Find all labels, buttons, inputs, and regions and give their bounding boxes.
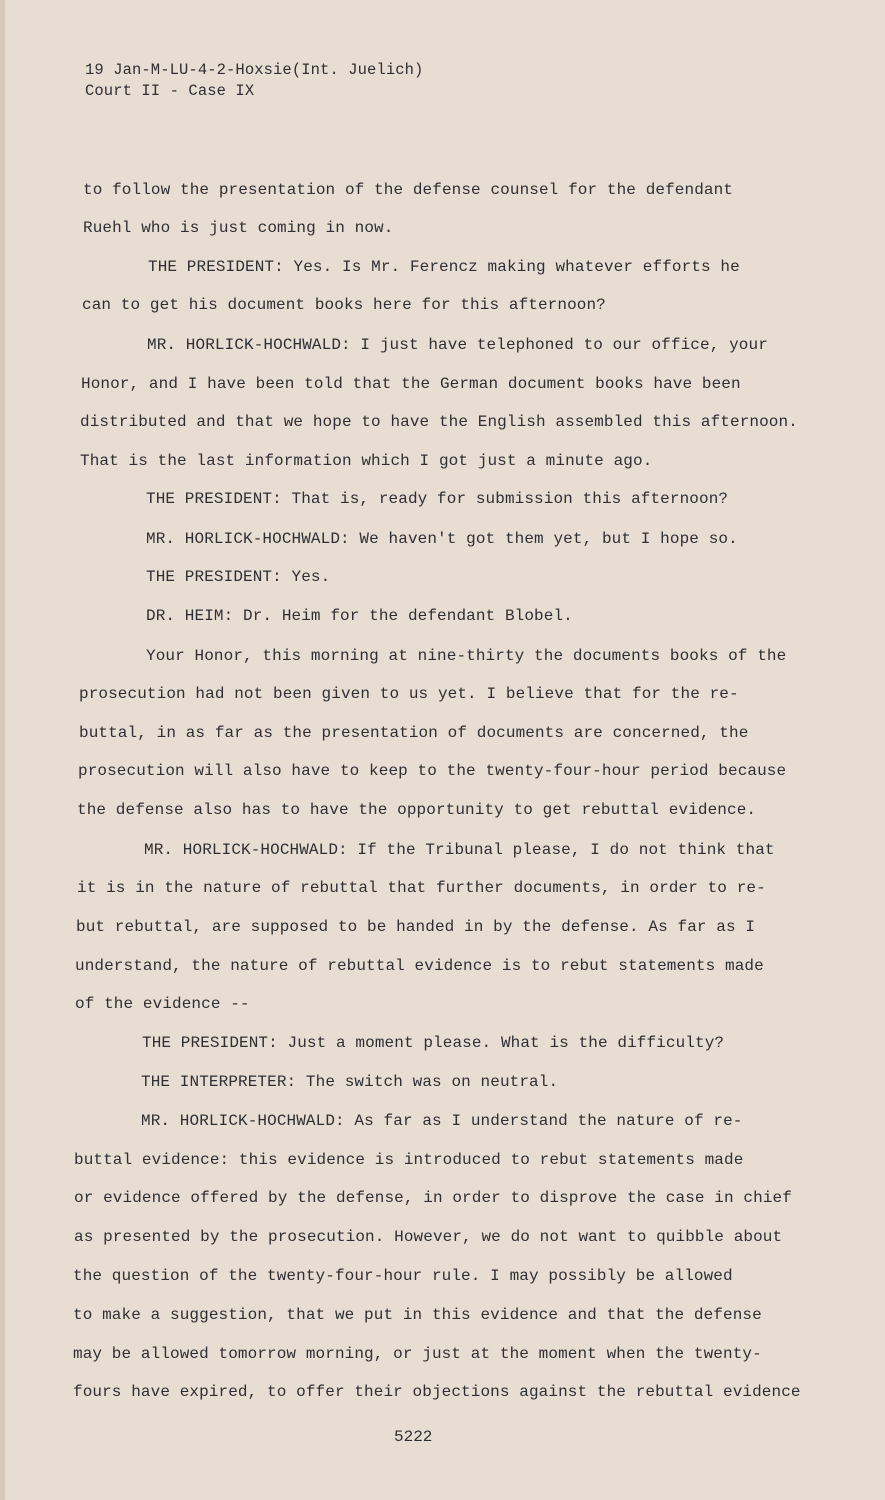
text-line: THE PRESIDENT: Just a moment please. What is the difficulty? <box>142 1034 725 1052</box>
text-line: buttal, in as far as the presentation of documents are concerned, the <box>79 724 749 742</box>
text-line: or evidence offered by the defense, in order to disprove the case in chief <box>74 1189 792 1207</box>
text-line: Your Honor, this morning at nine-thirty the documents books of the <box>146 647 787 665</box>
text-line: MR. HORLICK-HOCHWALD: We haven't got them yet, but I hope so. <box>146 530 738 548</box>
text-line: buttal evidence: this evidence is introduced to rebut statements made <box>74 1151 744 1169</box>
text-line: MR. HORLICK-HOCHWALD: If the Tribunal please, I do not think that <box>144 841 775 859</box>
text-line: MR. HORLICK-HOCHWALD: As far as I understand the nature of re- <box>141 1112 743 1130</box>
text-line: THE PRESIDENT: Yes. Is Mr. Ferencz making whatever efforts he <box>148 258 740 276</box>
text-line: THE PRESIDENT: That is, ready for submission this afternoon? <box>146 490 729 508</box>
header-line-2: Court II - Case IX <box>85 82 255 100</box>
text-line: the defense also has to have the opportunity to get rebuttal evidence. <box>77 801 757 819</box>
text-line: MR. HORLICK-HOCHWALD: I just have telephoned to our office, your <box>147 336 768 354</box>
text-line: but rebuttal, are supposed to be handed in by the defense. As far as I <box>76 918 756 936</box>
page-edge <box>0 0 5 1500</box>
text-line: THE PRESIDENT: Yes. <box>146 568 331 586</box>
text-line: it is in the nature of rebuttal that further documents, in order to re- <box>77 879 766 897</box>
text-line: THE INTERPRETER: The switch was on neutral. <box>141 1073 559 1091</box>
text-line: to make a suggestion, that we put in this evidence and that the defense <box>73 1306 762 1324</box>
text-line: Ruehl who is just coming in now. <box>83 219 394 237</box>
text-line: prosecution had not been given to us yet. I believe that for the re- <box>79 685 739 703</box>
header-line-1: 19 Jan-M-LU-4-2-Hoxsie(Int. Juelich) <box>85 61 424 79</box>
text-line: distributed and that we hope to have the English assembled this afternoon. <box>80 413 798 431</box>
text-line: of the evidence -- <box>75 995 250 1013</box>
text-line: That is the last information which I got just a minute ago. <box>80 452 653 470</box>
text-line: DR. HEIM: Dr. Heim for the defendant Blobel. <box>146 607 573 625</box>
text-line: to follow the presentation of the defense counsel for the defendant <box>83 181 734 199</box>
text-line: understand, the nature of rebuttal evidence is to rebut statements made <box>75 957 764 975</box>
text-line: as presented by the prosecution. However, we do not want to quibble about <box>74 1228 783 1246</box>
text-line: the question of the twenty-four-hour rule. I may possibly be allowed <box>73 1267 733 1285</box>
text-line: may be allowed tomorrow morning, or just at the moment when the twenty- <box>73 1345 762 1363</box>
text-line: Honor, and I have been told that the German document books have been <box>81 375 741 393</box>
text-line: fours have expired, to offer their objections against the rebuttal evidence <box>73 1383 801 1401</box>
text-line: prosecution will also have to keep to the twenty-four-hour period because <box>78 762 787 780</box>
page-number: 5222 <box>394 1428 433 1446</box>
document-header <box>85 60 423 102</box>
text-line: can to get his document books here for this afternoon? <box>82 296 606 314</box>
